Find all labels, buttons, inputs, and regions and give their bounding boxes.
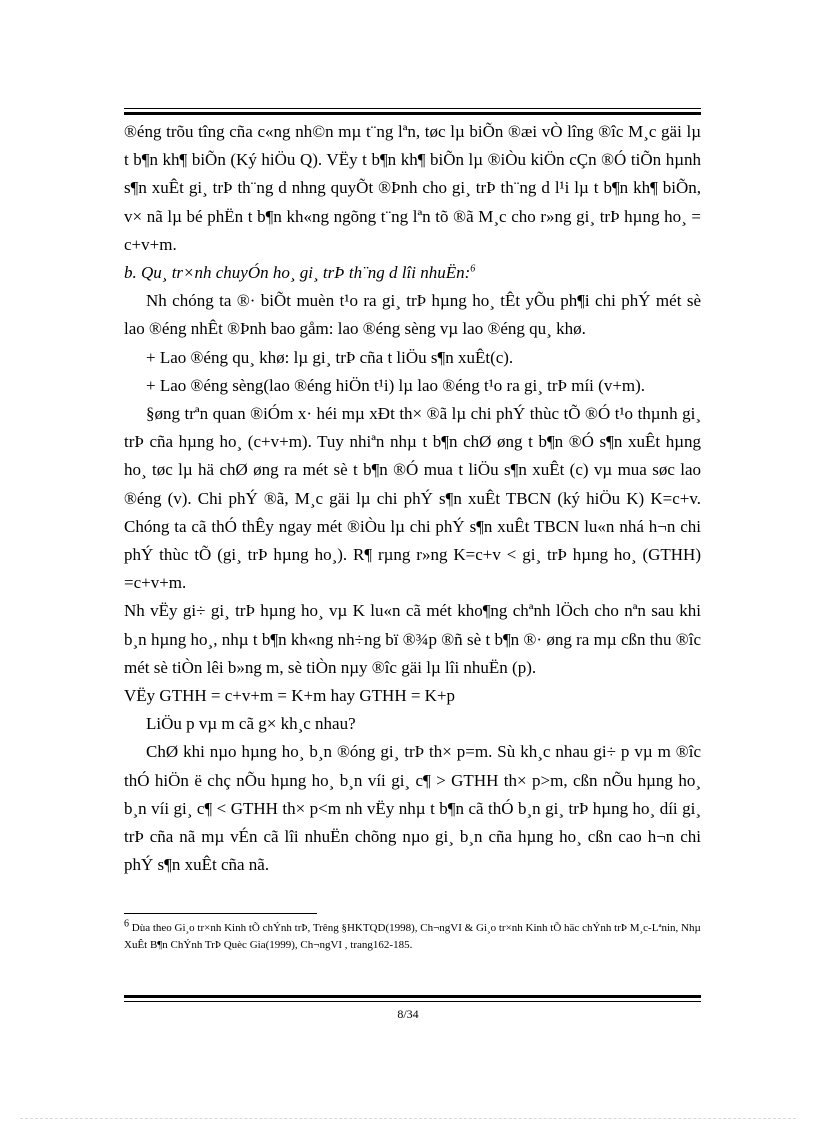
section-heading-b: [124, 259, 701, 287]
paragraph-6: LiÖu p vµ m cã g× kh¸c nhau?: [146, 714, 356, 734]
paragraph-7: ChØ khi nµo hµng ho¸ b¸n ®óng gi¸ trÞ th× p=m. Sù kh¸c nhau gi÷ p vµ m ®îc thÓ hiÖn ë chç nÕu hµng ho¸ b¸n víi gi¸ c¶ > GTHH th× p>m, cßn nÕu hµng ho¸ b¸n víi gi¸ c¶ < GTHH th× p<m nh vËy nhµ t b¶n cã thÓ b¸n gi¸ trÞ hµng ho¸ díi gi¸ trÞ cña nã mµ vÉn cã lîi nhuËn chõng nµo gi¸ b¸n cña hµng ho¸ cßn cao h¬n chi phÝ s¶n xuÊt cña nã.: [124, 742, 701, 875]
document-body: [124, 118, 701, 879]
paragraph-4: Nh vËy gi÷ gi¸ trÞ hµng ho¸ vµ K lu«n cã mét kho¶ng chªnh lÖch cho nªn sau khi b¸n hµng ho¸, nhµ t b¶n kh«ng nh÷ng bï ®¾p ®ñ sè t b¶n ®· øng ra mµ cßn thu ®îc mét sè tiÒn lêi b»ng m, sè tiÒn nµy ®îc gäi lµ lîi nhuËn (p).: [124, 601, 701, 677]
footnote-separator: [124, 913, 317, 914]
footnote-marker: 6: [124, 918, 129, 930]
footnote: [124, 920, 701, 954]
header-rule-thick: [124, 112, 701, 115]
bullet-2: + Lao ®éng sèng(lao ®éng hiÖn t¹i) lµ lao ®éng t¹o ra gi¸ trÞ míi (v+m).: [146, 375, 646, 395]
footer-rule-thin: [124, 1001, 701, 1002]
footnote-ref: 6: [470, 263, 476, 275]
page-boundary: [20, 1118, 796, 1119]
paragraph-5: VËy GTHH = c+v+m = K+m hay GTHH = K+p: [124, 686, 456, 706]
paragraph-3: §øng trªn quan ®iÓm x· héi mµ xÐt th× ®ã lµ chi phÝ thùc tÕ ®Ó t¹o thµnh gi¸ trÞ cña hµng ho¸ (c+v+m). Tuy nhiªn nhµ t b¶n chØ øng t b¶n ®Ó s¶n xuÊt hµng ho¸ tøc lµ hä chØ øng ra mét sè t b¶n ®Ó mua t liÖu s¶n xuÊt (c) vµ mua søc lao ®éng (v). Chi phÝ ®ã, M¸c gäi lµ chi phÝ s¶n xuÊt TBCN (ký hiÖu K) K=c+v. Chóng ta cã thÓ thÊy ngay mét ®iÒu lµ chi phÝ s¶n xuÊt TBCN lu«n nhá h¬n chi phÝ thùc tÕ (gi¸ trÞ hµng ho¸). R¶ rµng r»ng K=c+v < gi¸ trÞ hµng ho¸ (GTHH) =c+v+m.: [124, 404, 701, 593]
footer-rule-thick: [124, 995, 701, 998]
section-heading-text: b. Qu¸ tr×nh chuyÓn ho¸ gi¸ trÞ th¨ng d lîi nhuËn:: [124, 263, 471, 283]
header-rule-thin: [124, 108, 701, 109]
footnote-text: Dùa theo Gi¸o tr×nh Kinh tÕ chÝnh trÞ, Trêng §HKTQD(1998), Ch¬ngVI & Gi¸o tr×nh Kinh tÕ häc chÝnh trÞ M¸c-Lªnin, Nhµ XuÊt B¶n ChÝnh TrÞ Quèc Gia(1999), Ch¬ngVI , trang162-185.: [124, 922, 701, 951]
page-number: 8/34: [397, 1007, 419, 1021]
paragraph-2: Nh chóng ta ®· biÕt muèn t¹o ra gi¸ trÞ hµng ho¸ tÊt yÕu ph¶i chi phÝ mét sè lao ®éng nhÊt ®Þnh bao gåm: lao ®éng sèng vµ lao ®éng qu¸ khø.: [124, 291, 701, 339]
paragraph-1: ®éng trõu tîng cña c«ng nh©n mµ t¨ng lªn, tøc lµ biÕn ®æi vÒ lîng ®îc M¸c gäi lµ t b¶n kh¶ biÕn (Ký hiÖu Q). VËy t b¶n kh¶ biÕn lµ ®iÒu kiÖn cÇn ®Ó tiÕn hµnh s¶n xuÊt gi¸ trÞ th¨ng d nhng quyÕt ®Þnh cho gi¸ trÞ th¨ng d l¹i lµ t b¶n kh¶ biÕn, v× nã lµ bé phËn t b¶n kh«ng ngõng t¨ng lªn tõ ®ã M¸c cho r»ng gi¸ trÞ hµng ho¸ = c+v+m.: [124, 122, 701, 254]
bullet-1: + Lao ®éng qu¸ khø: lµ gi¸ trÞ cña t liÖu s¶n xuÊt(c).: [146, 347, 514, 367]
